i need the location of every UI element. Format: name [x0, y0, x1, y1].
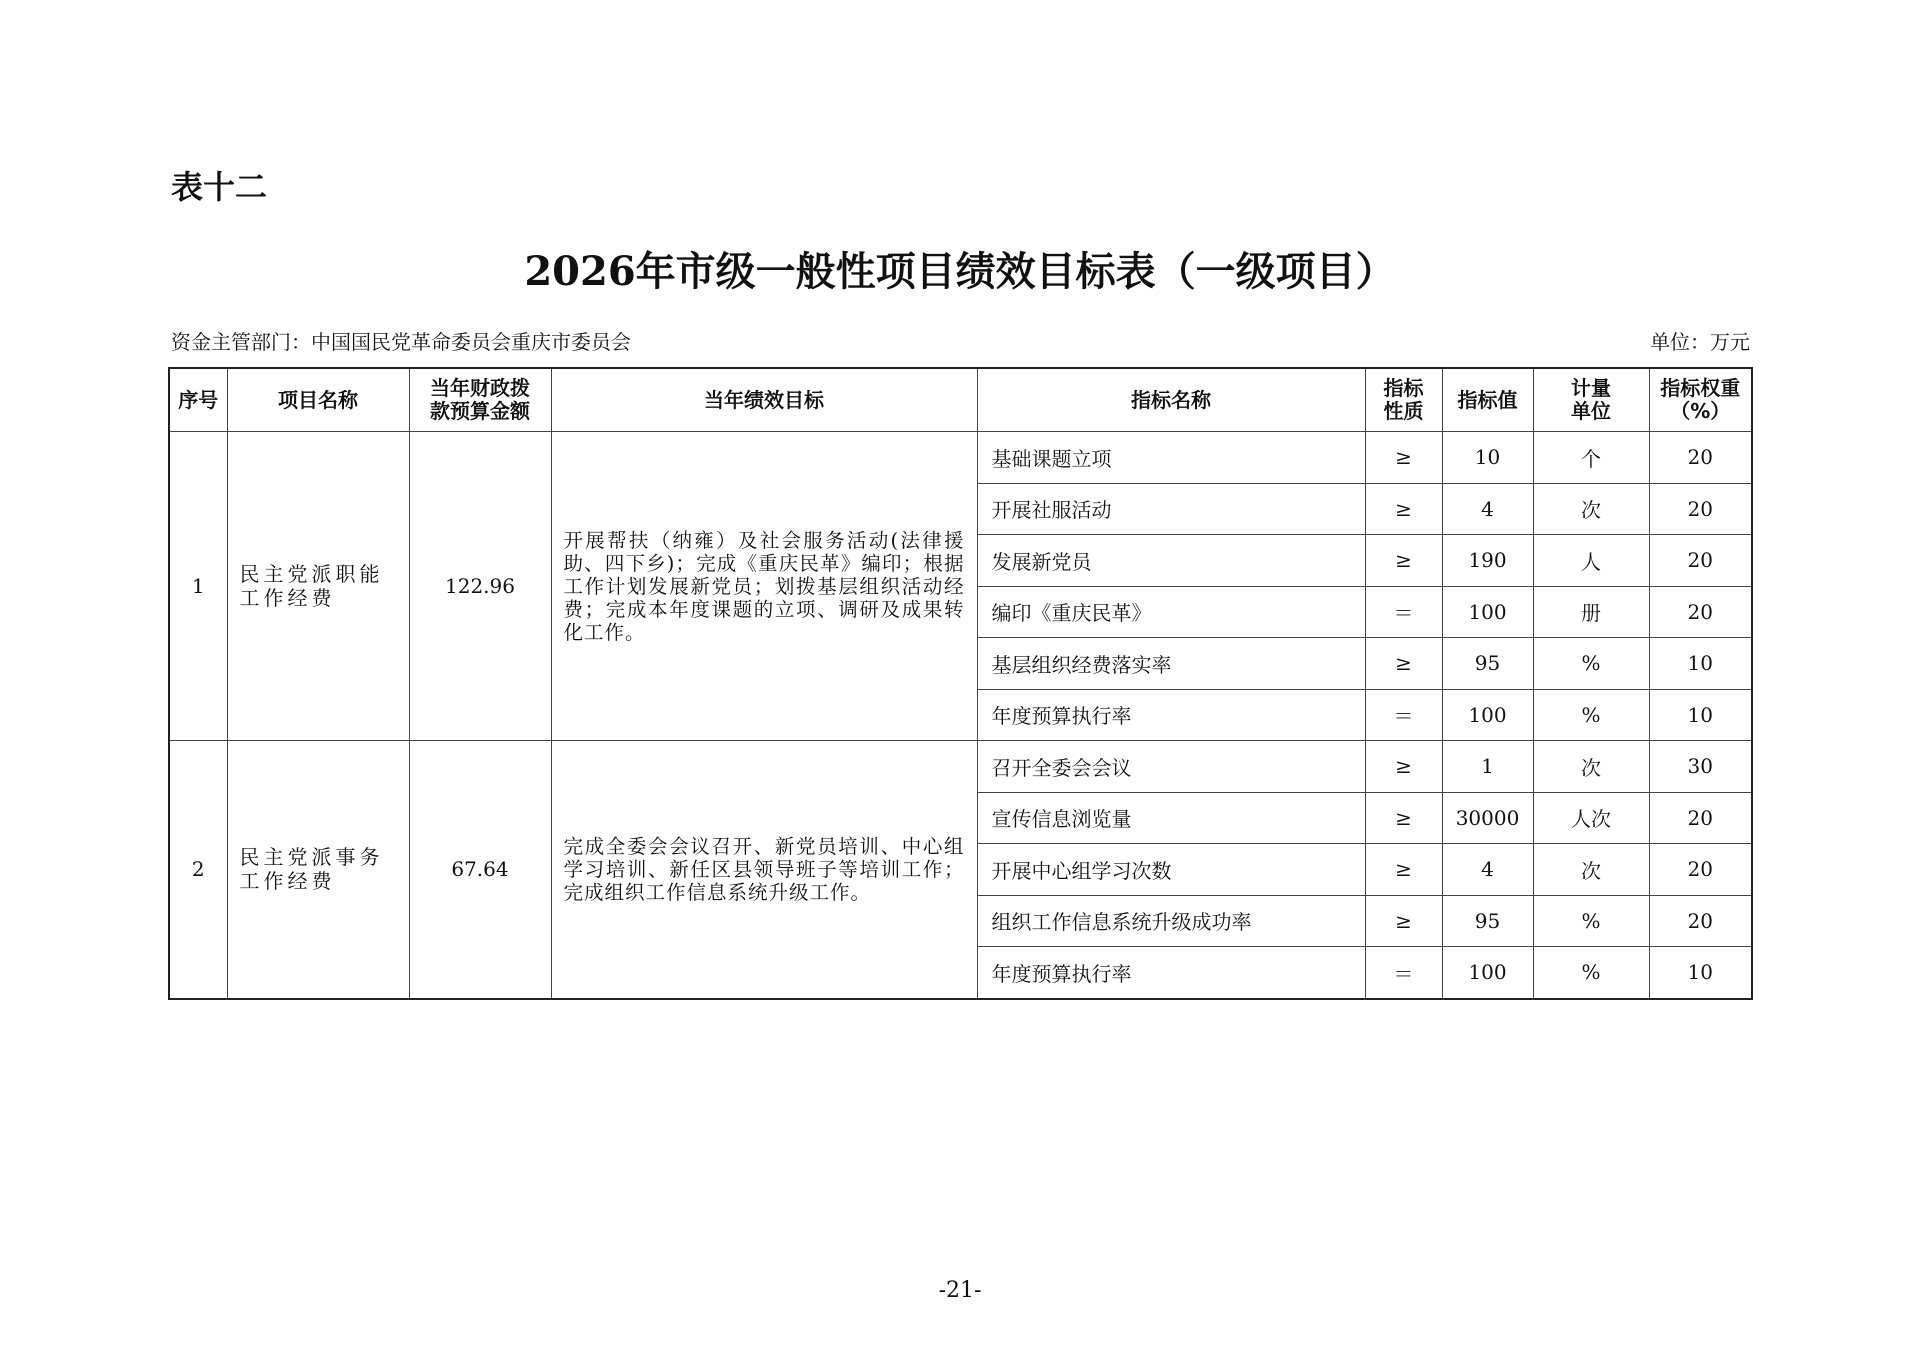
indicator-value: 95 [1442, 895, 1533, 947]
indicator-unit: 次 [1533, 741, 1649, 793]
indicator-name: 发展新党员 [977, 535, 1365, 587]
indicator-unit: 次 [1533, 483, 1649, 535]
indicator-name: 年度预算执行率 [977, 947, 1365, 999]
indicator-value: 190 [1442, 535, 1533, 587]
indicator-weight: 20 [1649, 432, 1752, 484]
indicator-weight: 20 [1649, 586, 1752, 638]
indicator-value: 10 [1442, 432, 1533, 484]
indicator-weight: 20 [1649, 895, 1752, 947]
indicator-value: 1 [1442, 741, 1533, 793]
indicator-nature: ≥ [1365, 792, 1442, 844]
indicator-nature: ≥ [1365, 741, 1442, 793]
indicator-unit: % [1533, 689, 1649, 741]
indicator-weight: 20 [1649, 792, 1752, 844]
indicator-value: 100 [1442, 947, 1533, 999]
project-goal: 完成全委会会议召开、新党员培训、中心组学习培训、新任区县领导班子等培训工作；完成组织工作信息系统升级工作。 [551, 741, 977, 999]
indicator-value: 4 [1442, 483, 1533, 535]
table-row [169, 741, 1752, 793]
header-weight: 指标权重（%） [1649, 368, 1752, 432]
indicator-weight: 10 [1649, 947, 1752, 999]
unit: 单位：万元 [1650, 330, 1750, 354]
indicator-nature: ≥ [1365, 483, 1442, 535]
indicator-weight: 10 [1649, 689, 1752, 741]
indicator-value: 4 [1442, 844, 1533, 896]
performance-table [168, 367, 1753, 1000]
indicator-weight: 10 [1649, 638, 1752, 690]
header-budget: 当年财政拨款预算金额 [409, 368, 551, 432]
indicator-name: 组织工作信息系统升级成功率 [977, 895, 1365, 947]
header-row [169, 368, 1752, 432]
indicator-name: 基层组织经费落实率 [977, 638, 1365, 690]
department: 资金主管部门：中国国民党革命委员会重庆市委员会 [171, 330, 631, 354]
project-budget: 122.96 [409, 432, 551, 741]
header-indicator: 指标名称 [977, 368, 1365, 432]
indicator-name: 年度预算执行率 [977, 689, 1365, 741]
indicator-weight: 20 [1649, 483, 1752, 535]
indicator-nature: ≥ [1365, 432, 1442, 484]
indicator-name: 开展社服活动 [977, 483, 1365, 535]
indicator-name: 宣传信息浏览量 [977, 792, 1365, 844]
indicator-unit: 次 [1533, 844, 1649, 896]
indicator-nature: ≥ [1365, 638, 1442, 690]
indicator-unit: 人次 [1533, 792, 1649, 844]
project-budget: 67.64 [409, 741, 551, 999]
header-value: 指标值 [1442, 368, 1533, 432]
indicator-nature: ≥ [1365, 895, 1442, 947]
header-goal: 当年绩效目标 [551, 368, 977, 432]
indicator-unit: 个 [1533, 432, 1649, 484]
indicator-nature: ＝ [1365, 947, 1442, 999]
indicator-unit: % [1533, 895, 1649, 947]
indicator-value: 30000 [1442, 792, 1533, 844]
indicator-value: 95 [1442, 638, 1533, 690]
table-row [169, 432, 1752, 484]
indicator-unit: 册 [1533, 586, 1649, 638]
header-project: 项目名称 [227, 368, 409, 432]
project-name: 民主党派职能工作经费 [227, 432, 409, 741]
project-seq: 1 [169, 432, 227, 741]
page-title: 2026年市级一般性项目绩效目标表（一级项目） [524, 248, 1396, 295]
project-goal: 开展帮扶（纳雍）及社会服务活动(法律援助、四下乡)；完成《重庆民革》编印；根据工作计划发展新党员；划拨基层组织活动经费；完成本年度课题的立项、调研及成果转化工作。 [551, 432, 977, 741]
indicator-name: 开展中心组学习次数 [977, 844, 1365, 896]
indicator-weight: 30 [1649, 741, 1752, 793]
indicator-weight: 20 [1649, 535, 1752, 587]
indicator-weight: 20 [1649, 844, 1752, 896]
project-seq: 2 [169, 741, 227, 999]
page-number: -21- [938, 1278, 982, 1303]
indicator-nature: ≥ [1365, 535, 1442, 587]
indicator-name: 编印《重庆民革》 [977, 586, 1365, 638]
indicator-nature: ≥ [1365, 844, 1442, 896]
header-seq: 序号 [169, 368, 227, 432]
project-name: 民主党派事务工作经费 [227, 741, 409, 999]
indicator-value: 100 [1442, 586, 1533, 638]
indicator-unit: % [1533, 947, 1649, 999]
header-measure: 计量单位 [1533, 368, 1649, 432]
indicator-value: 100 [1442, 689, 1533, 741]
indicator-nature: ＝ [1365, 586, 1442, 638]
indicator-nature: ＝ [1365, 689, 1442, 741]
table-label: 表十二 [171, 168, 268, 206]
header-nature: 指标性质 [1365, 368, 1442, 432]
indicator-name: 召开全委会会议 [977, 741, 1365, 793]
indicator-unit: % [1533, 638, 1649, 690]
indicator-name: 基础课题立项 [977, 432, 1365, 484]
indicator-unit: 人 [1533, 535, 1649, 587]
